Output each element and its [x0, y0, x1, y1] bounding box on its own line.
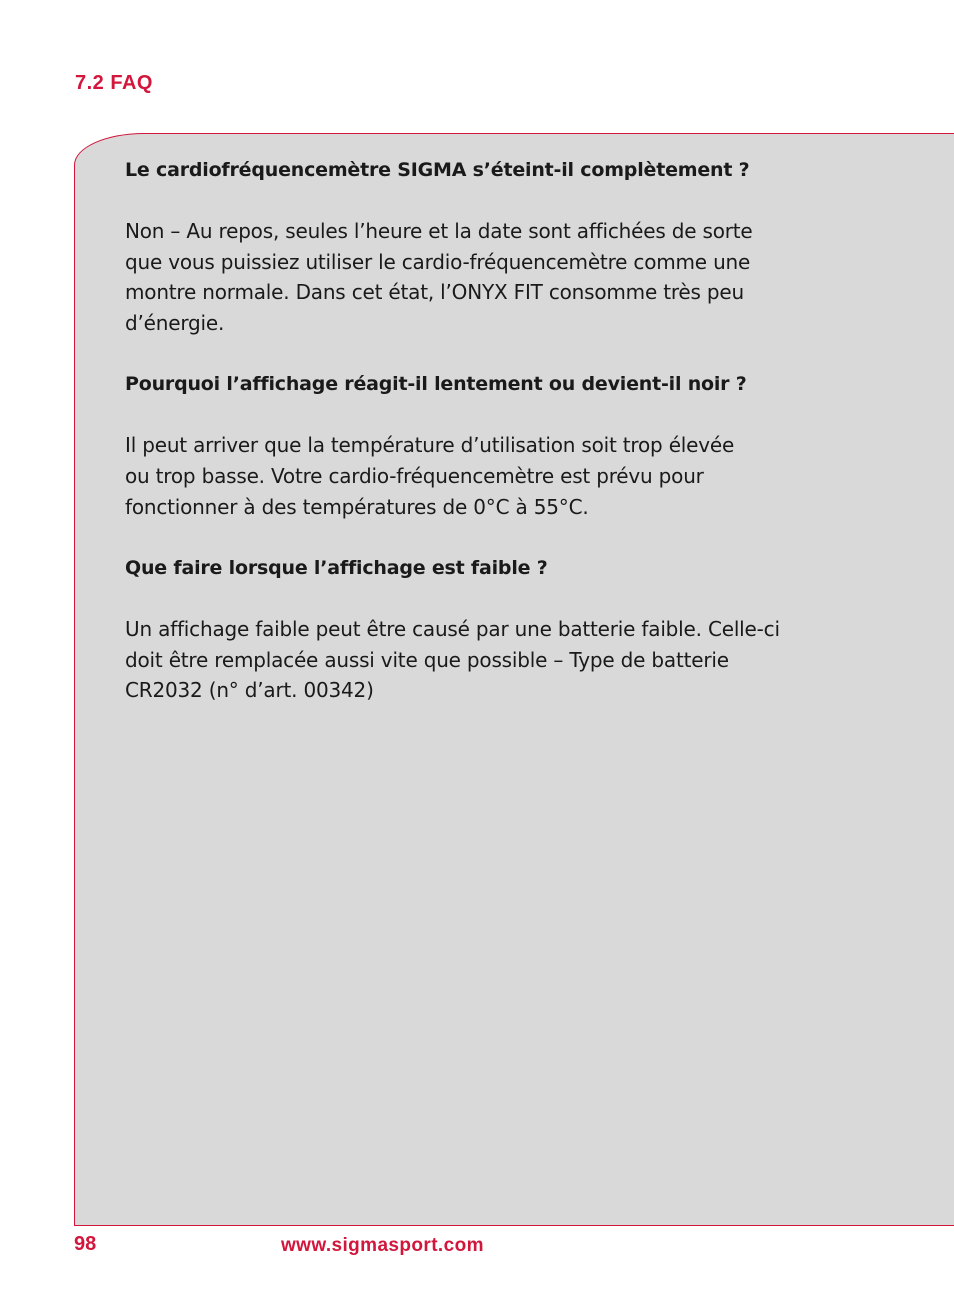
faq-answer [125, 216, 845, 338]
answer-line: que vous puissiez utiliser le cardio-fréquencemètre comme une [125, 249, 751, 274]
faq-question: Pourquoi l’affichage réagit-il lentement ou devient-il noir ? [125, 373, 747, 396]
faq-answer [125, 614, 845, 706]
faq-item [125, 155, 845, 338]
section-title: 7.2 FAQ [75, 72, 153, 94]
faq-question: Le cardiofréquencemètre SIGMA s’éteint-il complètement ? [125, 159, 750, 181]
faq-item [125, 369, 845, 522]
answer-line: Il peut arriver que la température d’utilisation soit trop élevée [125, 433, 735, 458]
faq-answer [125, 430, 845, 522]
faq-item [125, 553, 845, 706]
answer-line: Non – Au repos, seules l’heure et la date sont affichées de sorte [125, 219, 753, 243]
answer-line: d’énergie. [125, 310, 225, 335]
website-link[interactable]: www.sigmasport.com [281, 1235, 484, 1256]
answer-line: CR2032 (n° d’art. 00342) [125, 678, 374, 703]
faq-question: Que faire lorsque l’affichage est faible ? [125, 557, 548, 580]
answer-line: Un affichage faible peut être causé par une batterie faible. Celle-ci [125, 617, 780, 642]
answer-line: doit être remplacée aussi vite que possible – Type de batterie [125, 647, 729, 672]
faq-content [125, 155, 845, 737]
answer-line: fonctionner à des températures de 0°C à 55°C. [125, 494, 589, 519]
answer-line: ou trop basse. Votre cardio-fréquencemètre est prévu pour [125, 463, 704, 488]
page-number: 98 [74, 1233, 97, 1255]
answer-line: montre normale. Dans cet état, l’ONYX FIT consomme très peu [125, 280, 744, 305]
